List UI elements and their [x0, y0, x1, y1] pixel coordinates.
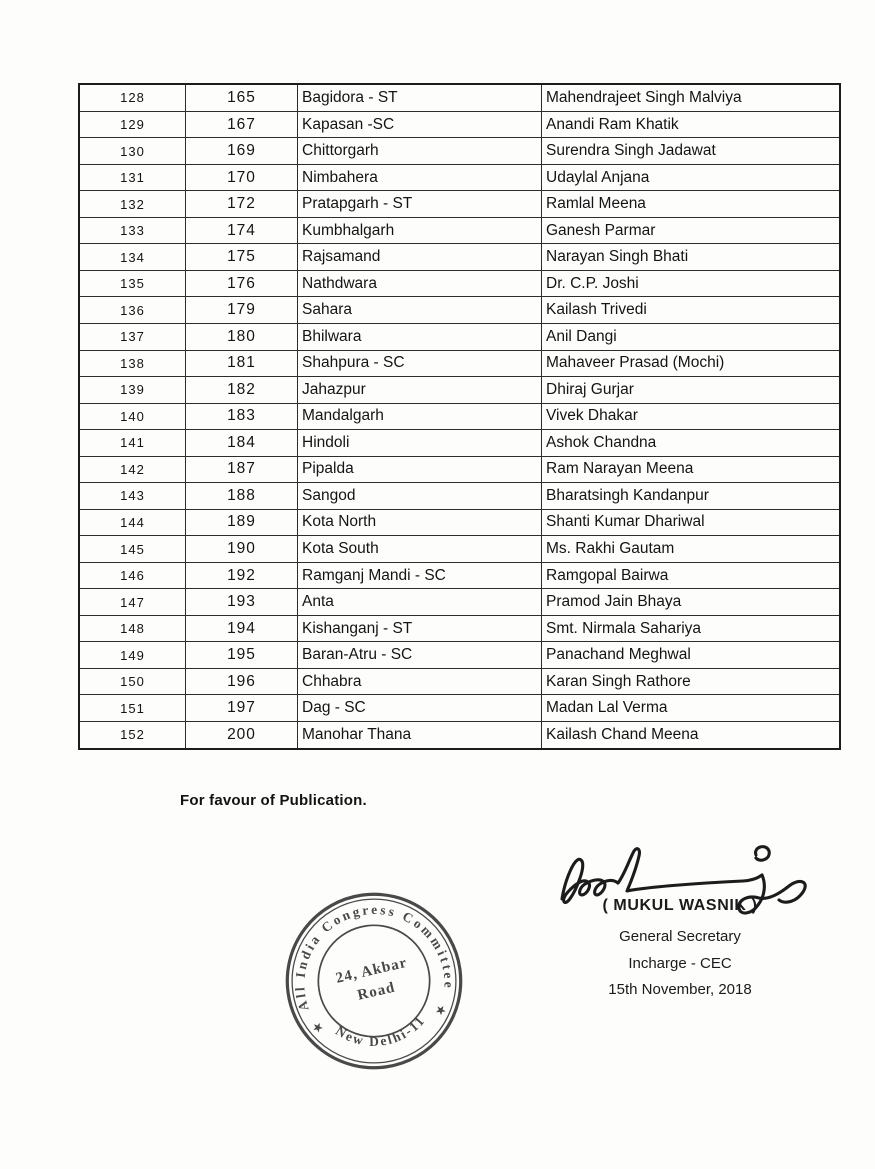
serial-number-cell: 132 — [79, 191, 186, 218]
candidate-name-cell: Narayan Singh Bhati — [542, 244, 841, 271]
constituency-name-cell: Nimbahera — [298, 164, 542, 191]
table-row — [79, 562, 840, 589]
aicc-stamp — [271, 873, 478, 1088]
star-icon: ★ — [309, 1017, 327, 1037]
constituency-number-cell: 183 — [186, 403, 298, 430]
serial-number-cell: 137 — [79, 323, 186, 350]
constituency-name-cell: Pipalda — [298, 456, 542, 483]
table-row — [79, 191, 840, 218]
table-row — [79, 164, 840, 191]
constituency-number-cell: 175 — [186, 244, 298, 271]
candidate-name-cell: Ashok Chandna — [542, 430, 841, 457]
table-row — [79, 297, 840, 324]
constituency-number-cell: 197 — [186, 695, 298, 722]
candidate-name-cell: Kailash Chand Meena — [542, 721, 841, 749]
stamp-graphic — [271, 873, 478, 1088]
serial-number-cell: 136 — [79, 297, 186, 324]
table-row — [79, 244, 840, 271]
signatory-date: 15th November, 2018 — [608, 981, 752, 998]
table-row — [79, 111, 840, 138]
candidate-table — [78, 83, 841, 750]
table-row — [79, 509, 840, 536]
constituency-name-cell: Shahpura - SC — [298, 350, 542, 377]
constituency-name-cell: Sahara — [298, 297, 542, 324]
table-row — [79, 642, 840, 669]
table-row — [79, 536, 840, 563]
serial-number-cell: 130 — [79, 138, 186, 165]
constituency-name-cell: Kumbhalgarh — [298, 217, 542, 244]
constituency-name-cell: Baran-Atru - SC — [298, 642, 542, 669]
candidate-name-cell: Anil Dangi — [542, 323, 841, 350]
table-row — [79, 668, 840, 695]
constituency-name-cell: Kishanganj - ST — [298, 615, 542, 642]
constituency-number-cell: 170 — [186, 164, 298, 191]
constituency-name-cell: Sangod — [298, 483, 542, 510]
signatory-role: Incharge - CEC — [628, 955, 732, 972]
constituency-number-cell: 167 — [186, 111, 298, 138]
table-row — [79, 217, 840, 244]
constituency-number-cell: 174 — [186, 217, 298, 244]
constituency-name-cell: Bagidora - ST — [298, 84, 542, 111]
candidate-name-cell: Dhiraj Gurjar — [542, 377, 841, 404]
signatory-title: General Secretary — [619, 928, 741, 945]
candidate-name-cell: Ganesh Parmar — [542, 217, 841, 244]
constituency-name-cell: Kapasan -SC — [298, 111, 542, 138]
stamp-top-arc-text: All India Congress Committee — [292, 901, 457, 1013]
table-row — [79, 350, 840, 377]
constituency-number-cell: 192 — [186, 562, 298, 589]
candidate-name-cell: Bharatsingh Kandanpur — [542, 483, 841, 510]
table-row — [79, 615, 840, 642]
constituency-name-cell: Jahazpur — [298, 377, 542, 404]
constituency-number-cell: 182 — [186, 377, 298, 404]
constituency-name-cell: Nathdwara — [298, 270, 542, 297]
candidate-name-cell: Vivek Dhakar — [542, 403, 841, 430]
candidate-table-body — [79, 84, 840, 749]
table-row — [79, 138, 840, 165]
constituency-number-cell: 196 — [186, 668, 298, 695]
candidate-name-cell: Surendra Singh Jadawat — [542, 138, 841, 165]
candidate-name-cell: Madan Lal Verma — [542, 695, 841, 722]
stamp-address-line2: Road — [355, 979, 397, 1004]
candidate-name-cell: Kailash Trivedi — [542, 297, 841, 324]
table-row — [79, 456, 840, 483]
constituency-number-cell: 181 — [186, 350, 298, 377]
serial-number-cell: 138 — [79, 350, 186, 377]
table-row — [79, 270, 840, 297]
stamp-address-line1: 24, Akbar — [334, 954, 409, 987]
constituency-name-cell: Chhabra — [298, 668, 542, 695]
serial-number-cell: 151 — [79, 695, 186, 722]
serial-number-cell: 133 — [79, 217, 186, 244]
serial-number-cell: 149 — [79, 642, 186, 669]
constituency-number-cell: 193 — [186, 589, 298, 616]
constituency-name-cell: Kota North — [298, 509, 542, 536]
candidate-name-cell: Udaylal Anjana — [542, 164, 841, 191]
table-row — [79, 377, 840, 404]
constituency-number-cell: 188 — [186, 483, 298, 510]
constituency-name-cell: Dag - SC — [298, 695, 542, 722]
candidate-name-cell: Shanti Kumar Dhariwal — [542, 509, 841, 536]
serial-number-cell: 152 — [79, 721, 186, 749]
serial-number-cell: 134 — [79, 244, 186, 271]
constituency-name-cell: Bhilwara — [298, 323, 542, 350]
serial-number-cell: 144 — [79, 509, 186, 536]
serial-number-cell: 150 — [79, 668, 186, 695]
constituency-name-cell: Pratapgarh - ST — [298, 191, 542, 218]
constituency-name-cell: Mandalgarh — [298, 403, 542, 430]
serial-number-cell: 141 — [79, 430, 186, 457]
constituency-name-cell: Kota South — [298, 536, 542, 563]
constituency-number-cell: 195 — [186, 642, 298, 669]
serial-number-cell: 131 — [79, 164, 186, 191]
constituency-number-cell: 169 — [186, 138, 298, 165]
constituency-name-cell: Rajsamand — [298, 244, 542, 271]
table-row — [79, 403, 840, 430]
table-row — [79, 589, 840, 616]
star-icon: ★ — [431, 1000, 450, 1020]
table-row — [79, 721, 840, 749]
stamp-bottom-arc-text: New Delhi-11 — [333, 1012, 429, 1050]
constituency-number-cell: 179 — [186, 297, 298, 324]
serial-number-cell: 145 — [79, 536, 186, 563]
constituency-name-cell: Anta — [298, 589, 542, 616]
serial-number-cell: 142 — [79, 456, 186, 483]
candidate-name-cell: Mahendrajeet Singh Malviya — [542, 84, 841, 111]
constituency-number-cell: 190 — [186, 536, 298, 563]
signatory-name: ( MUKUL WASNIK ) — [602, 897, 758, 914]
constituency-number-cell: 172 — [186, 191, 298, 218]
serial-number-cell: 135 — [79, 270, 186, 297]
serial-number-cell: 148 — [79, 615, 186, 642]
constituency-number-cell: 187 — [186, 456, 298, 483]
candidate-name-cell: Ram Narayan Meena — [542, 456, 841, 483]
candidate-name-cell: Ramgopal Bairwa — [542, 562, 841, 589]
candidate-name-cell: Ramlal Meena — [542, 191, 841, 218]
serial-number-cell: 147 — [79, 589, 186, 616]
constituency-number-cell: 194 — [186, 615, 298, 642]
candidate-name-cell: Pramod Jain Bhaya — [542, 589, 841, 616]
table-row — [79, 430, 840, 457]
constituency-number-cell: 184 — [186, 430, 298, 457]
constituency-number-cell: 165 — [186, 84, 298, 111]
table-row — [79, 84, 840, 111]
constituency-number-cell: 189 — [186, 509, 298, 536]
serial-number-cell: 146 — [79, 562, 186, 589]
serial-number-cell: 128 — [79, 84, 186, 111]
serial-number-cell: 129 — [79, 111, 186, 138]
serial-number-cell: 139 — [79, 377, 186, 404]
constituency-number-cell: 200 — [186, 721, 298, 749]
candidate-name-cell: Karan Singh Rathore — [542, 668, 841, 695]
serial-number-cell: 143 — [79, 483, 186, 510]
candidate-name-cell: Panachand Meghwal — [542, 642, 841, 669]
constituency-name-cell: Hindoli — [298, 430, 542, 457]
publication-note: For favour of Publication. — [180, 792, 367, 809]
constituency-name-cell: Chittorgarh — [298, 138, 542, 165]
table-row — [79, 323, 840, 350]
candidate-name-cell: Ms. Rakhi Gautam — [542, 536, 841, 563]
candidate-name-cell: Mahaveer Prasad (Mochi) — [542, 350, 841, 377]
table-row — [79, 483, 840, 510]
candidate-name-cell: Anandi Ram Khatik — [542, 111, 841, 138]
candidate-name-cell: Dr. C.P. Joshi — [542, 270, 841, 297]
table-row — [79, 695, 840, 722]
serial-number-cell: 140 — [79, 403, 186, 430]
constituency-number-cell: 180 — [186, 323, 298, 350]
constituency-name-cell: Ramganj Mandi - SC — [298, 562, 542, 589]
constituency-number-cell: 176 — [186, 270, 298, 297]
candidate-name-cell: Smt. Nirmala Sahariya — [542, 615, 841, 642]
constituency-name-cell: Manohar Thana — [298, 721, 542, 749]
